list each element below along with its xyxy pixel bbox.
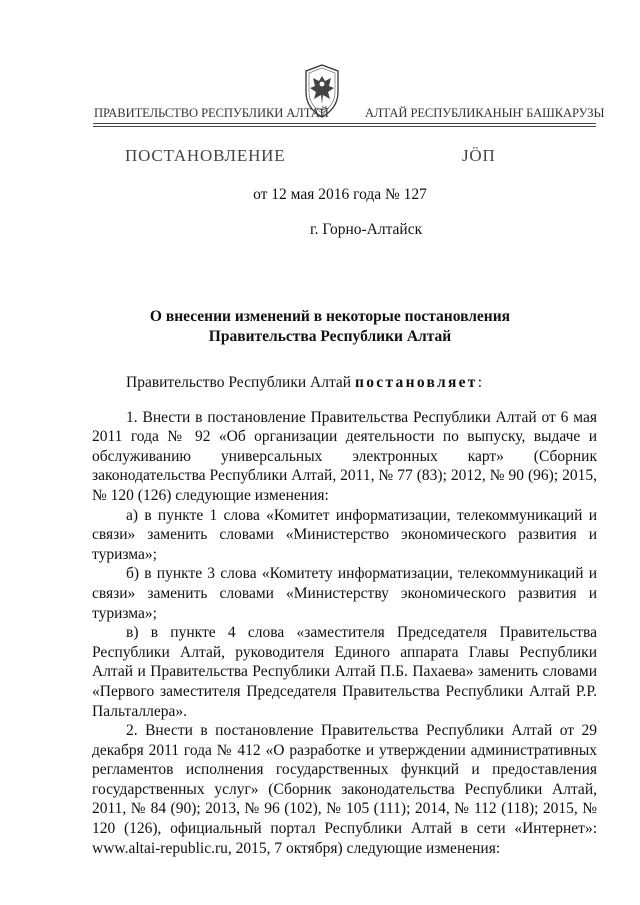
paragraph-1b: б) в пункте 3 слова «Комитету информатизации, телекоммуникаций и связи» заменить словами «Министерству экономического развития и туризма»; <box>92 565 597 622</box>
intro-paragraph <box>92 373 597 393</box>
document-title: О внесении изменений в некоторые постановления Правительства Республики Алтай <box>149 308 511 345</box>
document-city: г. Горно-Алтайск <box>310 221 423 238</box>
document-body <box>92 373 597 858</box>
paragraph-1: 1. Внести в постановление Правительства Республики Алтай от 6 мая 2011 года № 92 «Об организации деятельности по выпуску, выдаче и обслуживанию универсальных электронных карт» (Сборник законодательства Республики Алтай, 2011, № 77 (83); 2012, № 90 (96); 2015, № 120 (126) следующие изменения: <box>92 408 597 504</box>
document-date-number: от 12 мая 2016 года № 127 <box>253 186 427 203</box>
org-name-russian: ПРАВИТЕЛЬСТВО РЕСПУБЛИКИ АЛТАЙ <box>94 106 329 120</box>
document-type-altai: ЈÖП <box>462 146 496 165</box>
paragraph-1c: в) в пункте 4 слова «заместителя Председателя Правительства Республики Алтай, руководителя Единого аппарата Главы Республики Алтай и Правительства Республики Алтай П.Б. Пахаева» заменить словами «Первого заместителя Председателя Правительства Республики Алтай Р.Р. Пальталлера». <box>92 624 597 720</box>
intro-resolves-word: постановляет <box>354 374 478 391</box>
document-type-russian: ПОСТАНОВЛЕНИЕ <box>125 146 286 165</box>
header-divider <box>93 123 596 124</box>
org-name-altai: АЛТАЙ РЕСПУБЛИКАНЫҤ БАШКАРУЗЫ <box>365 106 605 120</box>
intro-colon: : <box>477 374 483 391</box>
header-divider-secondary <box>93 126 596 127</box>
paragraph-2: 2. Внести в постановление Правительства Республики Алтай от 29 декабря 2011 года № 412 «О разработке и утверждении административных регламентов исполнения государственных функций и предоставления государственных услуг» (Сборник законодательства Республики Алтай, 2011, № 84 (90); 2013, № 96 (102), № 105 (111); 2014, № 112 (118); 2015, № 120 (126), официальный портал Республики Алтай в сети «Интернет»: www.altai-republic.ru, 2015, 7 октября) следующие изменения: <box>92 722 597 857</box>
paragraph-1a: а) в пункте 1 слова «Комитет информатизации, телекоммуникаций и связи» заменить словами «Министерство экономического развития и туризма»; <box>92 506 597 563</box>
intro-text: Правительство Республики Алтай <box>126 374 355 391</box>
